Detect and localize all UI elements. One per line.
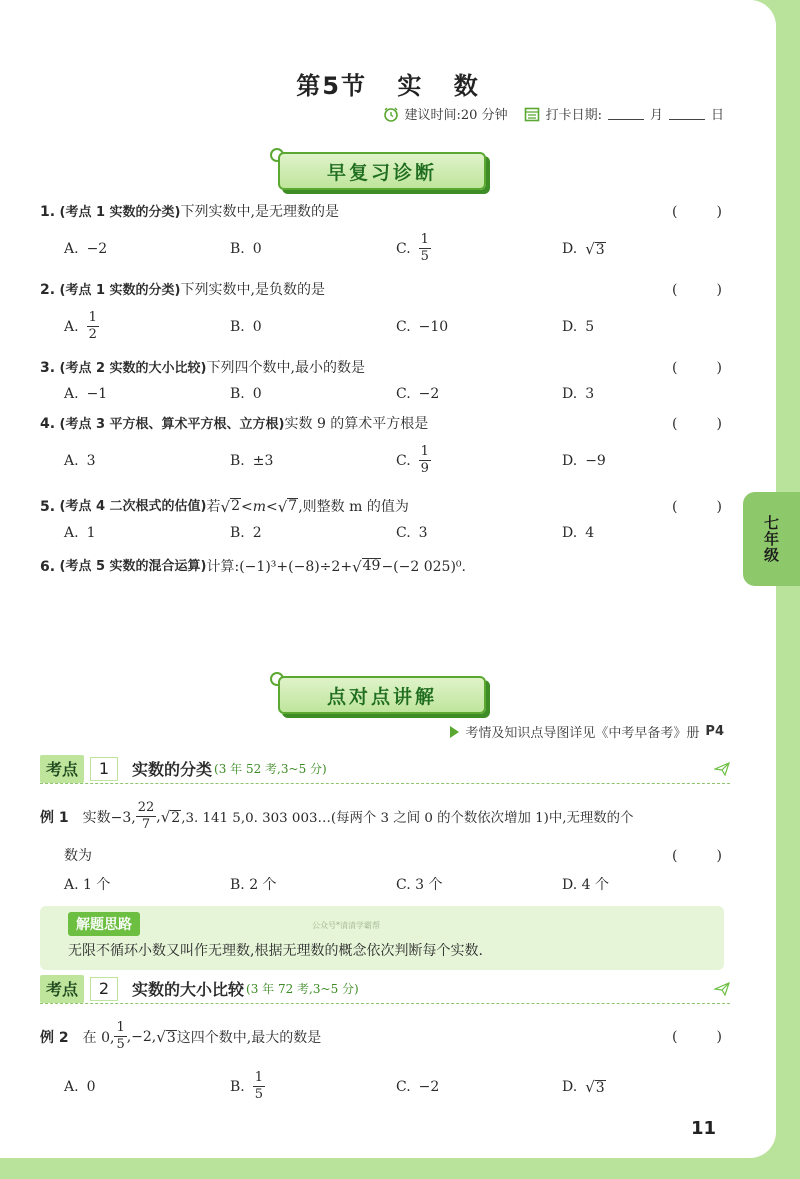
solution-hint-box [40,906,724,970]
answer-bracket[interactable] [672,413,722,436]
option-b[interactable] [230,525,396,541]
example-text: 这四个数中,最大的数是 [176,1029,322,1046]
question-2 [40,279,722,302]
kaodian-stats: (3 年 72 考,3~5 分) [246,982,359,996]
fraction [87,310,99,343]
option-a[interactable] [64,386,230,402]
option-d[interactable] [562,386,728,402]
option-value: 3 [86,452,96,469]
answer-bracket[interactable] [672,279,722,302]
bracket-left: ( [672,848,678,864]
denominator: 9 [420,461,429,476]
bracket-left: ( [672,360,678,376]
banner-lecture: 点对点讲解 [278,676,486,714]
radical-sign-icon: √ [220,498,231,516]
question-number: 3. [40,360,56,376]
suggested-time: 建议时间:20 分钟 [404,108,508,123]
question-text: −(−2 025)⁰. [381,559,466,575]
answer-bracket[interactable] [672,357,722,380]
option-d[interactable] [562,444,728,477]
kaodian-title: 实数的分类 [132,760,213,779]
radical-sign-icon: √ [160,807,171,826]
kaodian-1-header [40,754,730,784]
month-blank[interactable] [608,108,644,120]
question-tag: (考点 1 实数的分类) [59,205,181,220]
grade-tab[interactable] [743,492,800,586]
option-value: 0 [86,1078,96,1095]
reference-page: P4 [705,724,724,739]
radicand: 2 [171,809,181,826]
kaodian-2-header [40,974,730,1004]
option-value: 0 [252,318,262,335]
option-b[interactable] [230,386,396,402]
option-a[interactable] [64,310,230,343]
bracket-right: ) [716,1028,722,1045]
option-letter: D. [562,318,578,335]
options-q4 [64,444,744,477]
example-1-line2 [64,845,722,867]
question-number: 5. [40,499,56,515]
options-q5 [64,525,744,541]
grade-tab-char: 七 [763,514,779,532]
question-tag: (考点 2 实数的大小比较) [59,361,207,376]
bracket-right: ) [716,282,722,298]
question-text: 下列四个数中,最小的数是 [206,360,365,376]
denominator: 5 [254,1087,264,1102]
day-blank[interactable] [669,108,705,120]
calendar-icon [524,106,540,122]
option-value: −10 [418,318,449,335]
banner-review-wrap [270,152,486,190]
watermark: 公众号*清清学霸帮 [312,921,380,930]
radicand: 49 [362,558,381,574]
bracket-right: ) [716,848,722,864]
answer-bracket[interactable] [672,845,722,867]
fraction [136,800,157,833]
denominator: 7 [141,817,151,832]
option-c[interactable] [396,525,562,541]
hint-text: 无限不循环小数又叫作无理数,根据无理数的概念依次判断每个实数. [68,943,483,959]
option-d[interactable] [562,1070,728,1103]
example-text: , [156,808,161,825]
question-number: 4. [40,416,56,432]
option-letter: D. [562,1078,578,1095]
option-value: 4 [585,525,595,541]
example-label: 例 2 [40,1029,69,1046]
example-text: 实数−3, [82,809,136,826]
denominator: 5 [116,1037,125,1052]
option-value: −2 [418,1078,440,1095]
bracket-right: ) [716,360,722,376]
option-value: −1 [86,386,108,402]
options-ex2 [64,1070,744,1103]
options-q2 [64,310,744,343]
month-label: 月 [649,108,663,123]
paper-plane-icon [714,762,730,776]
option-letter: B. [230,240,245,257]
option-letter: C. [396,452,411,469]
option-value: −2 [418,386,440,402]
options-q3 [64,386,744,402]
option-letter: D. [562,525,578,541]
day-label: 日 [710,108,724,123]
option-b[interactable] [230,444,396,477]
bracket-right: ) [716,416,722,432]
question-4 [40,413,722,436]
checkin-date-label: 打卡日期: [545,108,602,123]
option-letter: C. [396,386,411,402]
option-letter: B. [230,318,245,335]
radical-sign-icon: √ [156,1027,166,1046]
option-letter: A. [64,452,79,469]
option-value: C. 3 个 [396,877,443,893]
option-a[interactable] [64,874,230,894]
question-number: 6. [40,559,56,575]
numerator: 1 [420,232,429,247]
radicand: 3 [595,1079,605,1096]
option-letter: B. [230,386,245,402]
option-letter: C. [396,1078,411,1095]
question-tag: (考点 3 平方根、算术平方根、立方根) [59,417,285,432]
radical-sign-icon: √ [585,239,595,258]
bracket-left: ( [672,204,678,220]
option-value: 1 [86,525,96,541]
numerator: 1 [254,1070,264,1085]
fraction [419,232,431,265]
answer-bracket[interactable] [672,1029,722,1045]
bracket-right: ) [716,204,722,220]
option-letter: B. [230,1078,245,1095]
question-text: 若 [206,499,221,515]
option-d[interactable] [562,310,728,343]
option-letter: D. [562,452,578,469]
option-value: −9 [585,452,606,469]
option-value: −2 [86,240,108,257]
option-value: B. 2 个 [230,877,277,893]
option-c[interactable] [396,1070,562,1103]
question-number: 1. [40,204,56,220]
option-letter: B. [230,452,245,469]
option-value: 2 [252,525,262,541]
answer-bracket[interactable] [672,496,722,518]
option-value: ±3 [252,452,274,469]
option-c[interactable] [396,444,562,477]
kaodian-number: 1 [90,757,118,781]
option-b[interactable] [230,874,396,894]
option-value: 0 [252,386,262,402]
example-text: 数为 [64,848,92,864]
option-c[interactable] [396,232,562,265]
meta-row [383,104,724,123]
question-tag: (考点 1 实数的分类) [59,283,181,298]
kaodian-stats: (3 年 52 考,3~5 分) [214,762,327,776]
question-3 [40,357,722,380]
option-a[interactable] [64,1070,230,1103]
option-letter: A. [64,240,79,257]
question-number: 2. [40,282,56,298]
radicand: 2 [231,498,240,514]
question-text: ,则整数 m 的值为 [298,499,409,515]
option-b[interactable] [230,310,396,343]
numerator: 1 [420,444,429,459]
radical-sign-icon: √ [277,498,288,516]
radicand: 7 [288,498,298,514]
kaodian-tag: 考点 [40,975,84,1003]
radical-sign-icon: √ [352,558,362,576]
reference-text: 考情及知识点导图详见《中考早备考》册 [465,726,700,741]
grade-tab-char: 年 [763,530,779,548]
example-1 [40,800,722,833]
question-1 [40,201,722,224]
square-root [585,240,605,258]
option-b[interactable] [230,1070,396,1103]
question-tag: (考点 5 实数的混合运算) [59,559,207,574]
option-letter: A. [64,1078,79,1095]
option-a[interactable] [64,232,230,265]
option-letter: B. [230,525,245,541]
bracket-left: ( [672,1028,678,1045]
kaodian-title: 实数的大小比较 [132,980,245,999]
example-text: ,−2, [126,1028,157,1045]
example-text: ,3. 141 5,0. 303 003…(每两个 3 之间 0 的个数依次增加 1)中,无理数的个 [181,811,634,826]
title-char-1: 实 [397,72,424,100]
option-c[interactable] [396,874,562,894]
denominator: 2 [88,327,97,342]
option-value: 3 [585,386,595,402]
banner-lecture-wrap [270,676,486,714]
square-root [161,808,181,826]
reference-note [450,722,724,741]
fraction [114,1020,126,1053]
paper-plane-icon [714,982,730,996]
question-5 [40,496,722,518]
arrow-icon [450,726,459,738]
grade-tab-char: 级 [763,546,779,564]
option-letter: D. [562,386,578,402]
question-text: 实数 9 的算术平方根是 [284,416,429,432]
question-text: <m< [240,499,278,515]
numerator: 1 [88,310,97,325]
square-root [352,556,381,578]
section-number: 第5节 [296,72,367,100]
radical-sign-icon: √ [585,1077,595,1096]
page-title [0,66,776,101]
option-letter: C. [396,525,411,541]
fraction [253,1070,265,1103]
option-d[interactable] [562,874,728,894]
option-d[interactable] [562,525,728,541]
denominator: 5 [420,249,429,264]
question-text: 下列实数中,是负数的是 [180,282,325,298]
option-a[interactable] [64,525,230,541]
option-letter: D. [562,240,578,257]
banner-review: 早复习诊断 [278,152,486,190]
kaodian-tag: 考点 [40,755,84,783]
page-number: 11 [690,1118,716,1139]
question-text: 计算:(−1)³+(−8)÷2+ [206,559,353,575]
bracket-left: ( [672,499,678,515]
option-d[interactable] [562,232,728,265]
bracket-left: ( [672,282,678,298]
answer-bracket[interactable] [672,201,722,224]
question-6 [40,556,722,578]
bracket-left: ( [672,416,678,432]
bracket-right: ) [716,499,722,515]
option-letter: C. [396,318,411,335]
option-letter: A. [64,525,79,541]
question-text: 下列实数中,是无理数的是 [180,204,339,220]
option-letter: A. [64,386,79,402]
option-value: 3 [418,525,428,541]
option-a[interactable] [64,444,230,477]
radicand: 3 [166,1029,176,1046]
option-value: D. 4 个 [562,877,609,893]
option-b[interactable] [230,232,396,265]
title-char-2: 数 [453,72,480,100]
option-value: A. 1 个 [64,877,111,893]
numerator: 1 [116,1020,125,1035]
option-letter: A. [64,318,79,335]
option-value: 5 [585,318,595,335]
alarm-clock-icon [383,106,399,122]
option-c[interactable] [396,310,562,343]
question-tag: (考点 4 二次根式的估值) [59,499,207,514]
numerator: 22 [137,800,155,815]
hint-tag: 解题思路 [68,912,140,936]
example-text: 在 0, [82,1029,115,1046]
option-c[interactable] [396,386,562,402]
square-root [156,1028,176,1046]
radicand: 3 [595,241,605,258]
example-label: 例 1 [40,809,69,826]
options-ex1 [64,874,744,894]
square-root [221,496,241,518]
fraction [419,444,431,477]
option-value: 0 [252,240,262,257]
option-letter: C. [396,240,411,257]
options-q1 [64,232,744,265]
square-root [278,496,298,518]
example-2 [40,1020,722,1053]
square-root [585,1078,605,1096]
kaodian-number: 2 [90,977,118,1001]
